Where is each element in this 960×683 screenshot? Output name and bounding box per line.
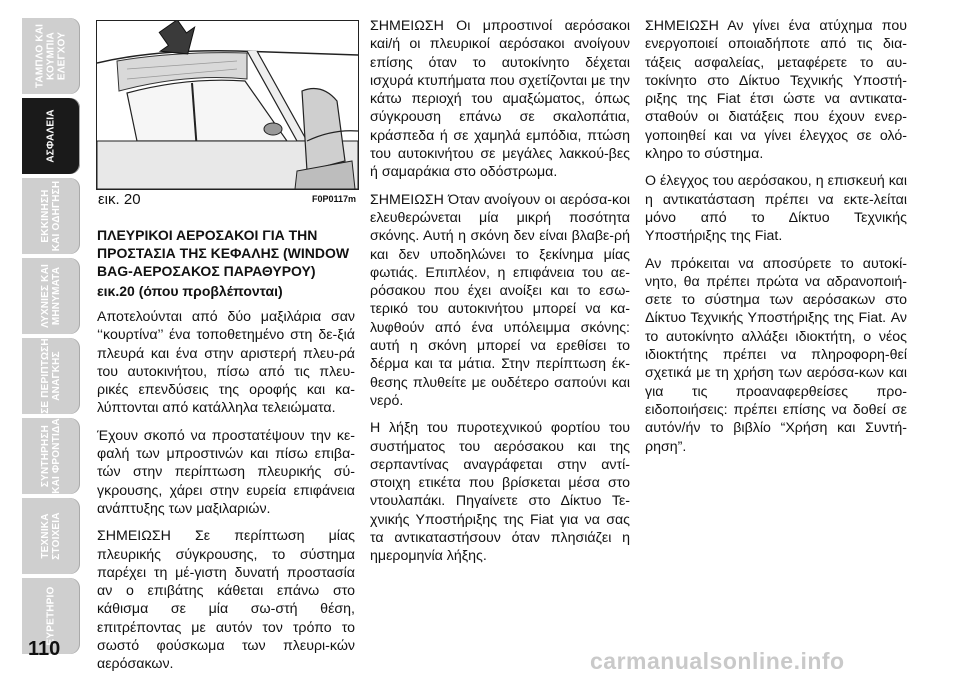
page-number: 110 — [28, 638, 61, 660]
paragraph: ΣΗΜΕΙΩΣΗ Αν γίνει ένα ατύχημα που ενεργοποιεί οποιαδήποτε από τις δια-τάξεις ασφαλείας, μεταφέρετε το αυ-τοκίνητο στο Δίκτυο Τεχνικής Υποστή-ριξης της Fiat έτσι ώστε να αντικατα-σταθούν οι διατάξεις που έχουν ενερ-γοποιηθεί και να γίνει έλεγχος σε ολό-κληρο το σύστημα. — [645, 18, 907, 163]
chapter-tab-starting-driving[interactable] — [22, 178, 80, 254]
watermark: carmanualsonline.info — [590, 648, 845, 674]
chapter-tab-warning-lights[interactable] — [22, 258, 80, 334]
chapter-tab-label: ΣΥΝΤΗΡΗΣΗ ΚΑΙ ΦΡΟΝΤΙΔΑ — [40, 418, 62, 494]
van-interior-drawing — [97, 21, 358, 189]
chapter-tab-label: ΤΑΜΠΛΟ ΚΑΙ ΚΟΥΜΠΙΑ ΕΛΕΓΧΟΥ — [34, 23, 68, 89]
text-column-3 — [645, 17, 907, 465]
paragraph: Αν πρόκειται να αποσύρετε το αυτοκί-νητο, θα πρέπει πρώτα να αδρανοποιή-σετε το σύστημα των αερόσακων στο Δίκτυο Τεχνικής Υποστήριξης της Fiat. Αν το αυτοκίνητο αλλάξει ιδιοκτήτη, ο νέος ιδιοκτήτης πρέπει να πληροφορη-θεί σχετικά με τη χρήση των αερόσα-κων και για τις προαναφερθείσες πρo-ειδοποιήσεις: πρέπει επίσης να δοθεί σε αυτόν/ήν το βιβλίο “Χρήση και Συντή-ρηση”. — [645, 255, 907, 455]
paragraph: ΣΗΜΕΙΩΣΗ Σε περίπτωση μίας πλευρικής σύγκρουσης, το σύστημα παρέχει τη μέ-γιστη δυνατή προστασία αν ο επιβάτης κάθεται επάνω στο κάθισμα σε μία σω-στή θέση, επιτρέποντας με αυτόν τον τρόπο το σωστό φούσκωμα των πλευρι-κών αερόσακων. — [97, 528, 355, 673]
text-column-2 — [370, 17, 630, 575]
paragraph: Έχουν σκοπό να προστατέψουν την κε-φαλή των μπροστινών και πίσω επιβα-τών στην περίπτωση πλευρικής σύ-γκρουσης, χάρει στην ευρεία επιφάνεια ανάπτυξης των μαξιλαριών. — [97, 427, 355, 517]
chapter-tab-label: ΕΥΡΕΤΗΡΙΟ — [45, 586, 57, 646]
chapter-tab-emergency[interactable] — [22, 338, 80, 414]
paragraph: Αποτελούνται από δύο μαξιλάρια σαν ‘‘κουρτίνα’’ ένα τοποθετημένο στη δε-ξιά πλευρά και ένα στην αριστερή πλευ-ρά του αυτοκινήτου, πίσω από τις πλευ-ρικές επενδύσεις της οροφής και κα-λύπτονται από κατάλληλα τελειώματα. — [97, 309, 355, 417]
paragraph: Ο έλεγχος του αερόσακου, η επισκευή και η αντικατάσταση πρέπει να εκτε-λείται μόνο από το Δίκτυο Τεχνικής Υποστήριξης της Fiat. — [645, 173, 907, 245]
section-heading: ΠΛΕΥΡΙΚΟΙ ΑΕΡΟΣΑΚΟΙ ΓΙΑ ΤΗΝ ΠΡΟΣΤΑΣΙΑ ΤΗΣ ΚΕΦΑΛΗΣ (WINDOW BAG-ΑΕΡΟΣΑΚΟΣ ΠΑΡΑΘΥΡΟΥ) — [97, 227, 350, 279]
window-bag-illustration — [96, 20, 359, 190]
chapter-tab-technical-data[interactable] — [22, 498, 80, 574]
chapter-tab-label: ΣΕ ΠΕΡΙΠΤΩΣΗ ΑΝΑΓΚΗΣ — [40, 338, 62, 414]
section-subheading: εικ.20 (όπου προβλέπονται) — [97, 283, 283, 299]
chapter-tab-dashboard[interactable] — [22, 18, 80, 94]
chapter-tab-label: ΤΕΧΝΙΚΑ ΣΤΟΙΧΕΙΑ — [40, 512, 62, 560]
figure-code: F0P0117m — [312, 194, 357, 204]
chapter-tab-safety[interactable] — [22, 98, 80, 174]
figure-caption: εικ. 20 — [98, 191, 141, 208]
paragraph: ΣΗΜΕΙΩΣΗ Οι μπροστινοί αερόσακοι καi/ή οι πλευρικοί αερόσακοι ανοίγουν επίσης όταν το αυτοκίνητο δέχεται ισχυρά κτυπήματα που σχετίζονται με την κάτω περιοχή του αμαξώματος, όπως σύγκρουση επάνω σε σκαλοπάτια, κράσπεδα ή σε χαμηλά εμπόδια, πτώση του αυτοκινήτου σε μεγάλες λακκού-βες ή σαμαράκια στο οδόστρωμα. — [370, 18, 630, 181]
chapter-tab-label: ΕΚΚΙΝΗΣΗ ΚΑΙ ΟΔΗΓΗΣΗ — [40, 180, 62, 252]
paragraph: ΣΗΜΕΙΩΣΗ Όταν ανοίγουν οι αερόσα-κοι ελευθερώνεται μία μικρή ποσότητα σκόνης. Αυτή η σκόνη δεν είναι βλαβε-ρή και δεν υποδηλώνει το ξεκίνημα μίας φωτιάς. Επιπλέον, η επιφάνεια του αε-ρόσακου που έχει ανοίξει και το εσω-τερικό του αυτοκινήτου μπορεί να κα-λυφθούν από ένα υπόλειμμα σκόνης: αυτή η σκόνη μπορεί να ερεθίσει το δέρμα και τα μάτια. Στην περίπτωση έκ-θεσης πλυθείτε με ουδέτερο σαπούνι και νερό. — [370, 191, 630, 409]
chapter-tab-maintenance[interactable] — [22, 418, 80, 494]
chapter-tab-label: ΛΥΧΝΙΕΣ ΚΑΙ ΜΗΝΥΜΑΤΑ — [40, 264, 62, 328]
paragraph: Η λήξη του πυροτεχνικού φορτίου του συστήματος του αερόσακου και της σερπαντίνας αναγράφεται στην αντί-στοιχη ετικέτα που βρίσκεται μέσα στο ντουλαπάκι. Πηγαίνετε στο Δίκτυο Τε-χνικής Υποστήριξης της Fiat για να σας τα αντικαταστήσουν όταν πλησιάζει η ημερομηνία λήξης. — [370, 420, 630, 565]
chapter-tab-label: ΑΣΦΑΛΕΙΑ — [45, 109, 57, 163]
text-column-1 — [97, 226, 355, 683]
